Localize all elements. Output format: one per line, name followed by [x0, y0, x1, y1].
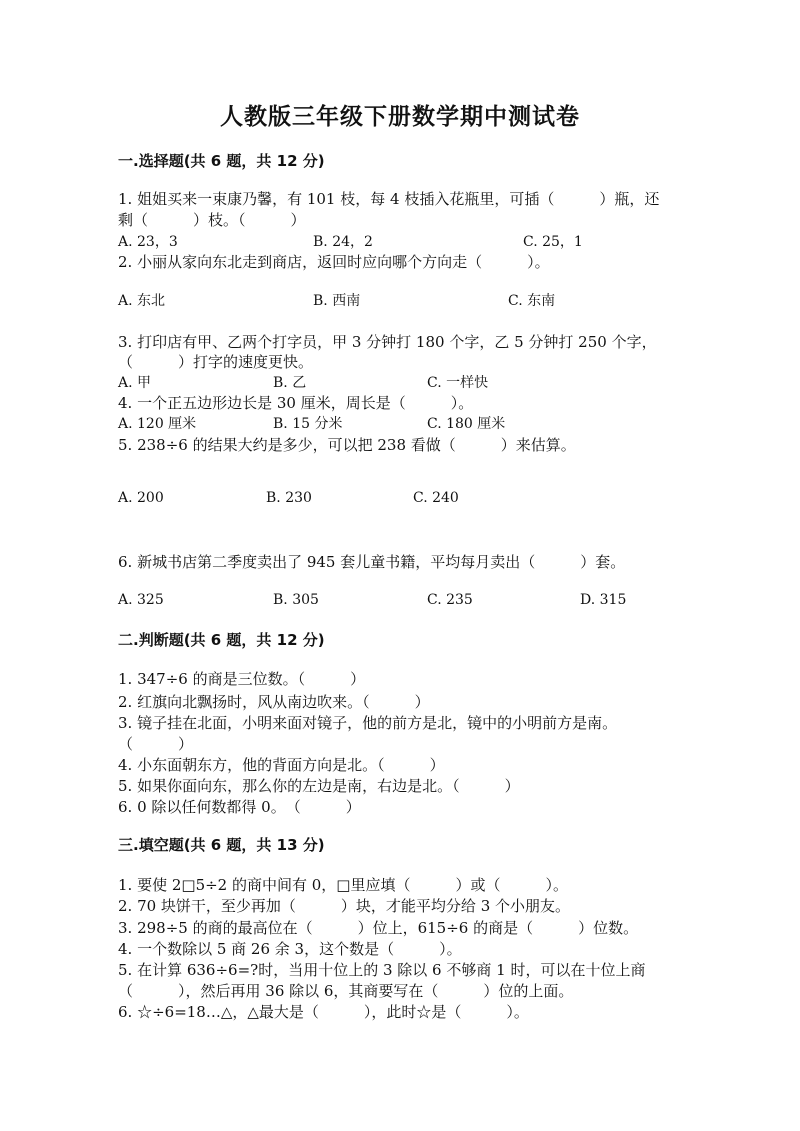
question-text: 6. 新城书店第二季度卖出了 945 套儿童书籍，平均每月卖出（ ）套。: [118, 553, 626, 571]
option-a: A. 325: [118, 592, 164, 608]
option-c: C. 一样快: [427, 375, 489, 391]
question-text: 1. 要使 2□5÷2 的商中间有 0，□里应填（ ）或（ ）。: [118, 876, 568, 894]
question-text: 2. 红旗向北飘扬时，风从南边吹来。（ ）: [118, 693, 430, 711]
question-text: 剩（ ）枝。（ ）: [118, 211, 306, 229]
question-text: 6. ☆÷6=18…△，△最大是（ ），此时☆是（ ）。: [118, 1003, 529, 1021]
option-c: C. 240: [413, 490, 459, 506]
question-text: 4. 一个数除以 5 商 26 余 3，这个数是（ ）。: [118, 940, 462, 958]
question-text: 5. 如果你面向东，那么你的左边是南，右边是北。（ ）: [118, 777, 520, 795]
question-text: 4. 小东面朝东方，他的背面方向是北。（ ）: [118, 756, 445, 774]
question-text: 5. 238÷6 的结果大约是多少，可以把 238 看做（ ）来估算。: [118, 436, 576, 454]
question-text: 3. 打印店有甲、乙两个打字员，甲 3 分钟打 180 个字，乙 5 分钟打 250 个字，: [118, 333, 657, 351]
option-a: A. 23，3: [118, 234, 178, 250]
question-text: 3. 298÷5 的商的最高位在（ ）位上，615÷6 的商是（ ）位数。: [118, 919, 639, 937]
option-c: C. 180 厘米: [427, 416, 506, 432]
question-text: 1. 347÷6 的商是三位数。（ ）: [118, 670, 366, 688]
option-c: C. 东南: [508, 293, 556, 309]
page-title: 人教版三年级下册数学期中测试卷: [220, 103, 580, 130]
question-text: （ ），然后再用 36 除以 6，其商要写在（ ）位的上面。: [118, 982, 574, 1000]
question-text: 2. 小丽从家向东北走到商店，返回时应向哪个方向走（ ）。: [118, 253, 550, 271]
option-b: B. 乙: [273, 375, 307, 391]
section-heading-choice: 一.选择题(共 6 题，共 12 分): [118, 152, 325, 170]
option-a: A. 甲: [118, 375, 152, 391]
option-b: B. 305: [273, 592, 319, 608]
option-a: A. 120 厘米: [118, 416, 197, 432]
question-text: 3. 镜子挂在北面，小明来面对镜子，他的前方是北，镜中的小明前方是南。: [118, 714, 618, 732]
question-text: （ ）打字的速度更快。: [118, 353, 314, 371]
question-text: 4. 一个正五边形边长是 30 厘米，周长是（ ）。: [118, 394, 474, 412]
question-text: 5. 在计算 636÷6=?时，当用十位上的 3 除以 6 不够商 1 时，可以在十位上商: [118, 961, 646, 979]
option-b: B. 230: [266, 490, 312, 506]
option-b: B. 15 分米: [273, 416, 343, 432]
option-a: A. 200: [118, 490, 164, 506]
question-text: 6. 0 除以任何数都得 0。 （ ）: [118, 798, 361, 816]
question-text: 2. 70 块饼干，至少再加（ ）块，才能平均分给 3 个小朋友。: [118, 897, 571, 915]
option-b: B. 西南: [313, 293, 361, 309]
option-b: B. 24，2: [313, 234, 373, 250]
option-d: D. 315: [580, 592, 627, 608]
option-c: C. 235: [427, 592, 473, 608]
question-text: 1. 姐姐买来一束康乃馨，有 101 枝，每 4 枝插入花瓶里，可插（ ）瓶，还: [118, 190, 660, 208]
option-c: C. 25，1: [523, 234, 583, 250]
option-a: A. 东北: [118, 293, 166, 309]
section-heading-fill: 三.填空题(共 6 题，共 13 分): [118, 836, 325, 854]
section-heading-judgment: 二.判断题(共 6 题，共 12 分): [118, 631, 325, 649]
question-text: （ ）: [118, 735, 194, 753]
